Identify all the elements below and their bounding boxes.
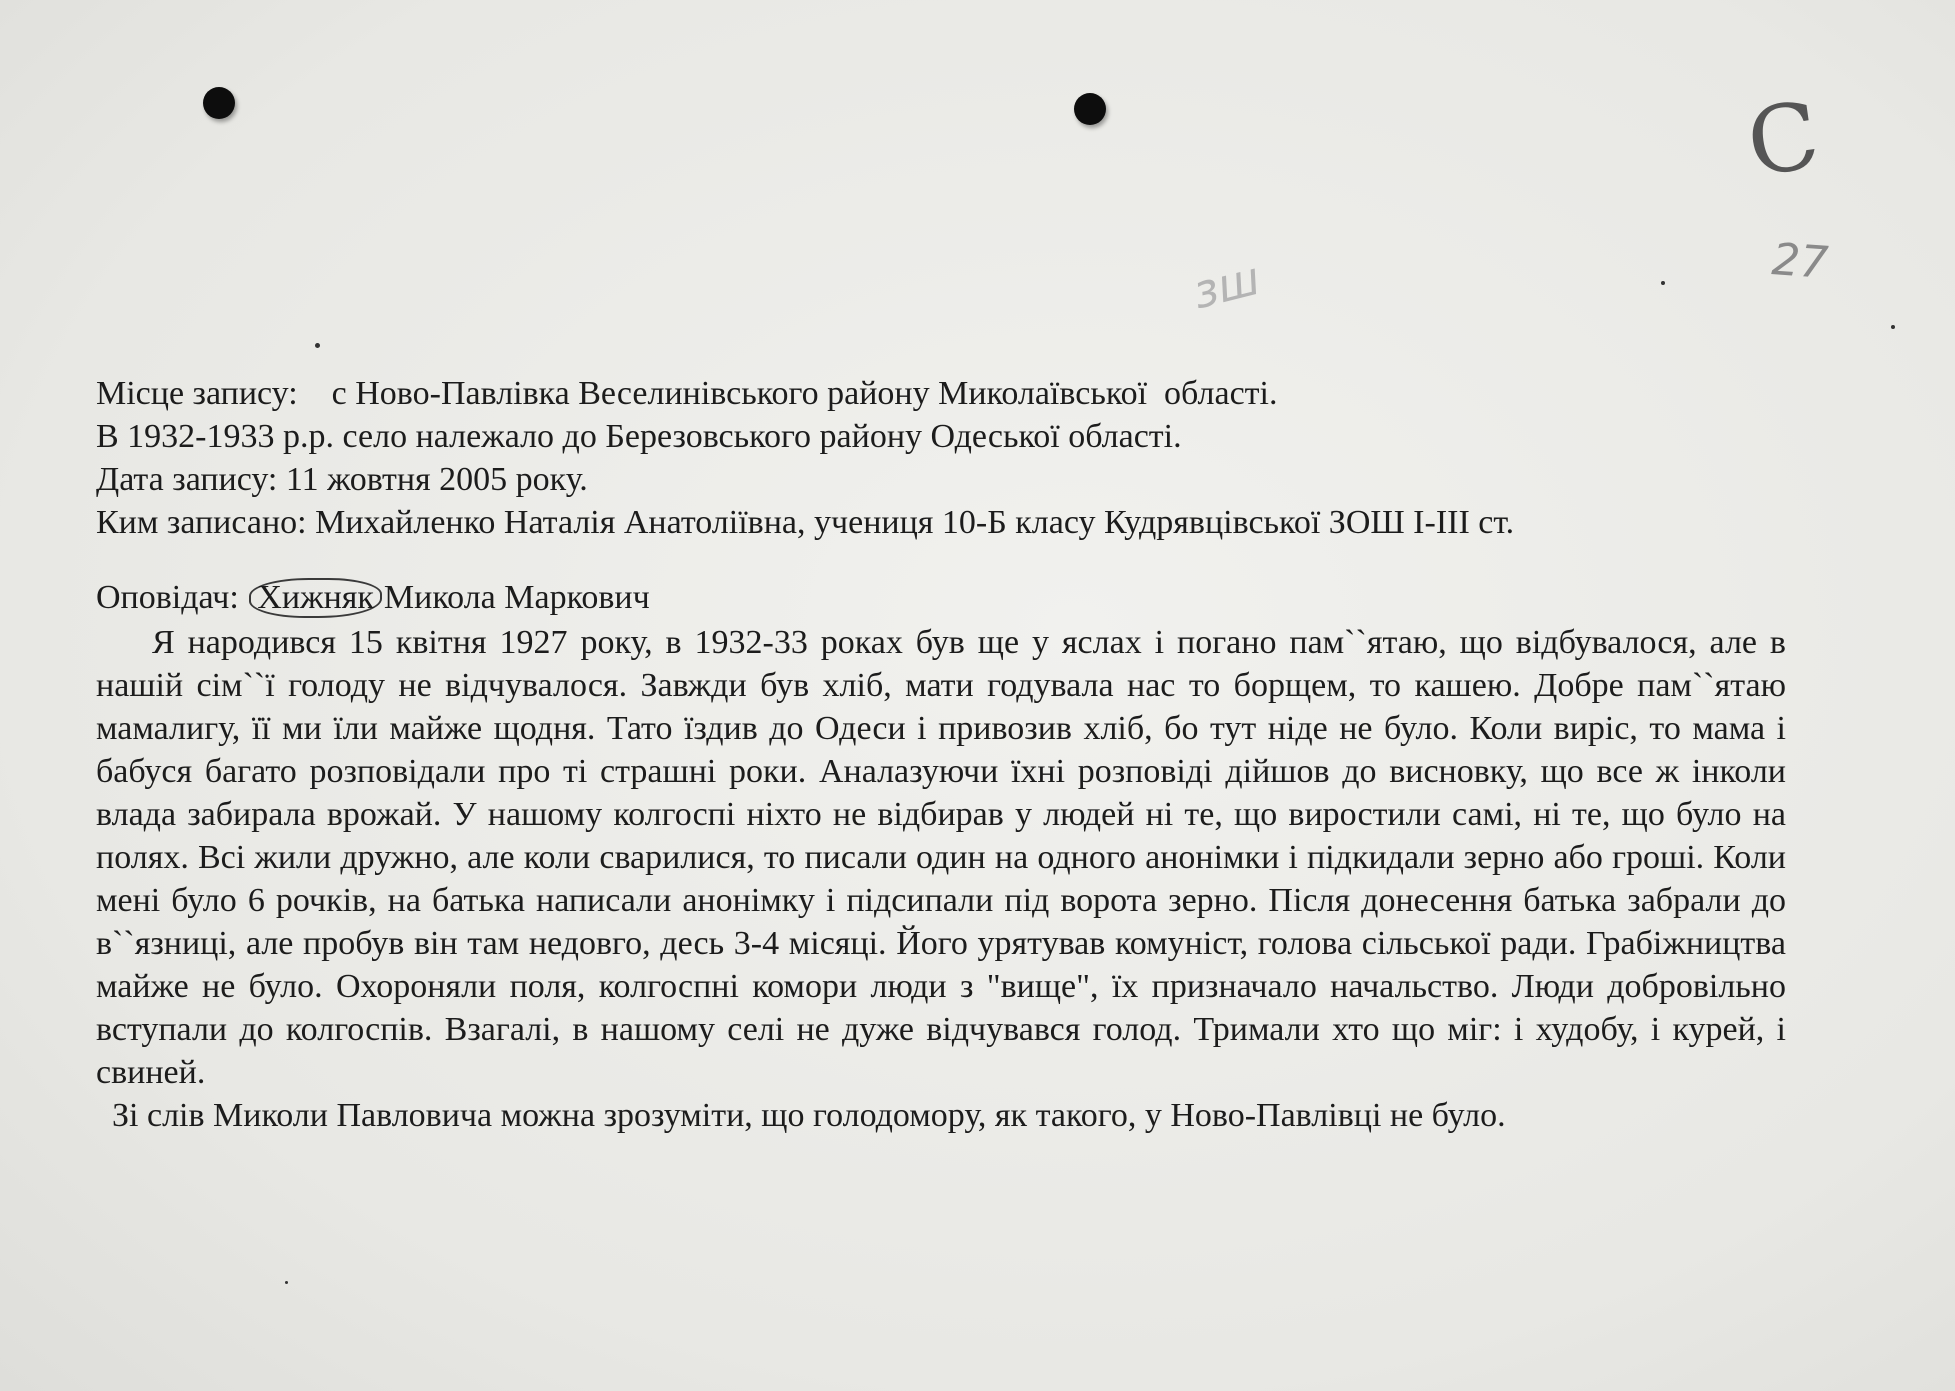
narrator-label: Оповідач: [96,579,239,616]
narrator-given-name: Микола Маркович [383,579,650,616]
conclusion-line: Зі слів Миколи Павловича можна зрозуміти, що голодомору, як такого, у Ново-Павлівці не було. [112,1097,1506,1134]
corner-letter-mark: C [1740,81,1826,198]
record-date: Дата запису: 11 жовтня 2005 року. [96,461,588,498]
record-history: В 1932-1933 р.р. село належало до Березовського району Одеської області. [96,418,1182,455]
speck [1891,325,1895,329]
speck [1661,281,1665,285]
testimony-paragraph: Я народився 15 квітня 1927 року, в 1932-33 роках був ще у яслах і погано пам``ятаю, що відбувалося, але в нашій сім``ї голоду не відчувалося. Завжди був хліб, мати годувала нас то борщем, то кашею. Добре пам``ятаю мамалигу, її ми їли майже щодня. Тато їздив до Одеси і привозив хліб, бо тут ніде не було. Коли виріс, то мама і бабуся багато розповідали про ті страшні роки. Аналазуючи їхні розповіді дійшов до висновку, що все ж інколи влада забирала врожай. У нашому колгоспі ніхто не відбирав у людей ні те, що виростили самі, ні те, що було на полях. Всі жили дружно, але коли сварилися, то писали один на одного анонімки і підкидали зерно або гроші. Коли мені було 6 рочків, на батька написали анонімку і підсипали під ворота зерно. Після донесення батька забрали до в``язниці, але пробув він там недовго, десь 3-4 місяці. Його урятував комуніст, голова сільської ради. Грабіжництва майже не було. Охороняли поля, колгоспні комори люди з "вище", їх призначало начальство. Люди добровільно вступали до колгоспів. Взагалі, в нашому селі не дуже відчувався голод. Тримали хто що міг: і худобу, і курей, і свиней. [96,624,1786,1091]
record-place: Місце запису: с Ново-Павлівка Веселинівського району Миколаївської області. [96,375,1278,412]
punch-hole [1074,93,1106,125]
narrator-line [96,576,1816,619]
speck [315,343,320,348]
faint-pencil-mark: зш [1187,250,1266,320]
page-number-mark: 27 [1770,234,1830,289]
speck [285,1281,288,1284]
record-author: Ким записано: Михайленко Наталія Анатоліївна, учениця 10-Б класу Кудрявцівської ЗОШ І-ІІІ ст. [96,504,1515,541]
punch-hole [203,87,235,119]
document-body [96,372,1816,1137]
narrator-surname-circled: Хижняк [249,578,382,618]
